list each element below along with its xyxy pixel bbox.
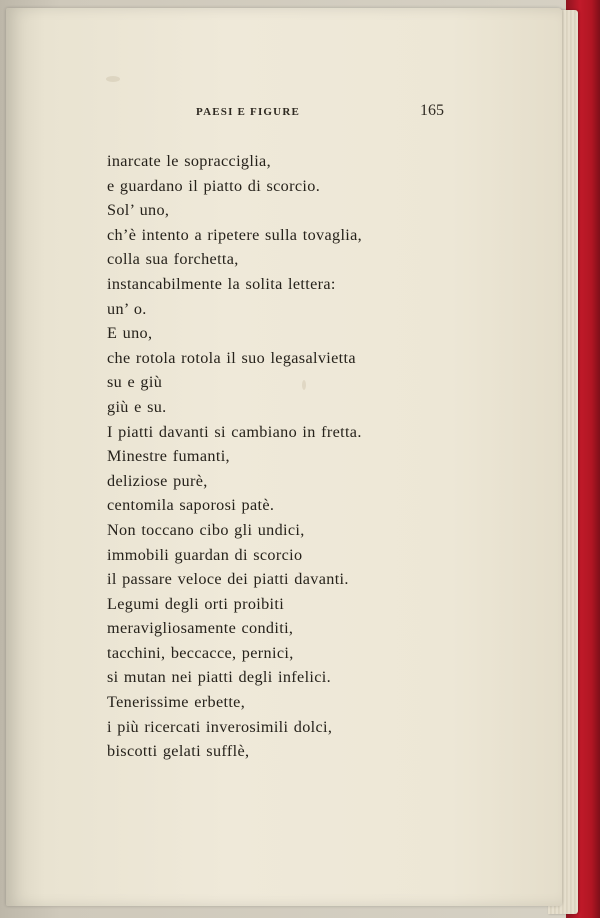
poem-line: immobili guardan di scorcio (107, 545, 303, 564)
poem-line: Non toccano cibo gli undici, (107, 520, 305, 539)
poem-line: ch’è intento a ripetere sulla tovaglia, (107, 225, 363, 244)
poem-line: centomila saporosi patè. (107, 496, 275, 515)
poem-line: i più ricercati inverosimili dolci, (107, 717, 333, 736)
poem-line: instancabilmente la solita lettera: (107, 274, 336, 293)
poem-line: si mutan nei piatti degli infelici. (107, 668, 332, 687)
poem-line: che rotola rotola il suo legasalvietta (107, 348, 356, 367)
book-page (6, 8, 562, 906)
page-number: 165 (420, 102, 444, 119)
poem-line: Tenerissime erbette, (107, 693, 246, 712)
poem-line: meravigliosamente conditi, (107, 619, 294, 638)
poem-line: e guardano il piatto di scorcio. (107, 176, 321, 195)
poem-line: un’ o. (107, 299, 147, 318)
poem-line: colla sua forchetta, (107, 250, 239, 269)
poem-line: giù e su. (107, 397, 167, 416)
poem-line: su e giù (107, 373, 163, 392)
poem-line: deliziose purè, (107, 471, 208, 490)
poem-line: Legumi degli orti proibiti (107, 594, 285, 613)
poem-line: I piatti davanti si cambiano in fretta. (107, 422, 362, 441)
poem-line: E uno, (107, 324, 153, 343)
poem-line: Sol’ uno, (107, 201, 170, 220)
poem-line: Minestre fumanti, (107, 447, 230, 466)
poem-line: il passare veloce dei piatti davanti. (107, 570, 349, 589)
poem-line: tacchini, beccacce, pernici, (107, 643, 294, 662)
poem-text (107, 149, 362, 764)
running-header (6, 102, 562, 126)
running-title: PAESI E FIGURE (196, 106, 300, 118)
paper-stain (106, 76, 120, 82)
poem-line: biscotti gelati sufflè, (107, 742, 250, 761)
poem-line: inarcate le sopracciglia, (107, 152, 271, 170)
